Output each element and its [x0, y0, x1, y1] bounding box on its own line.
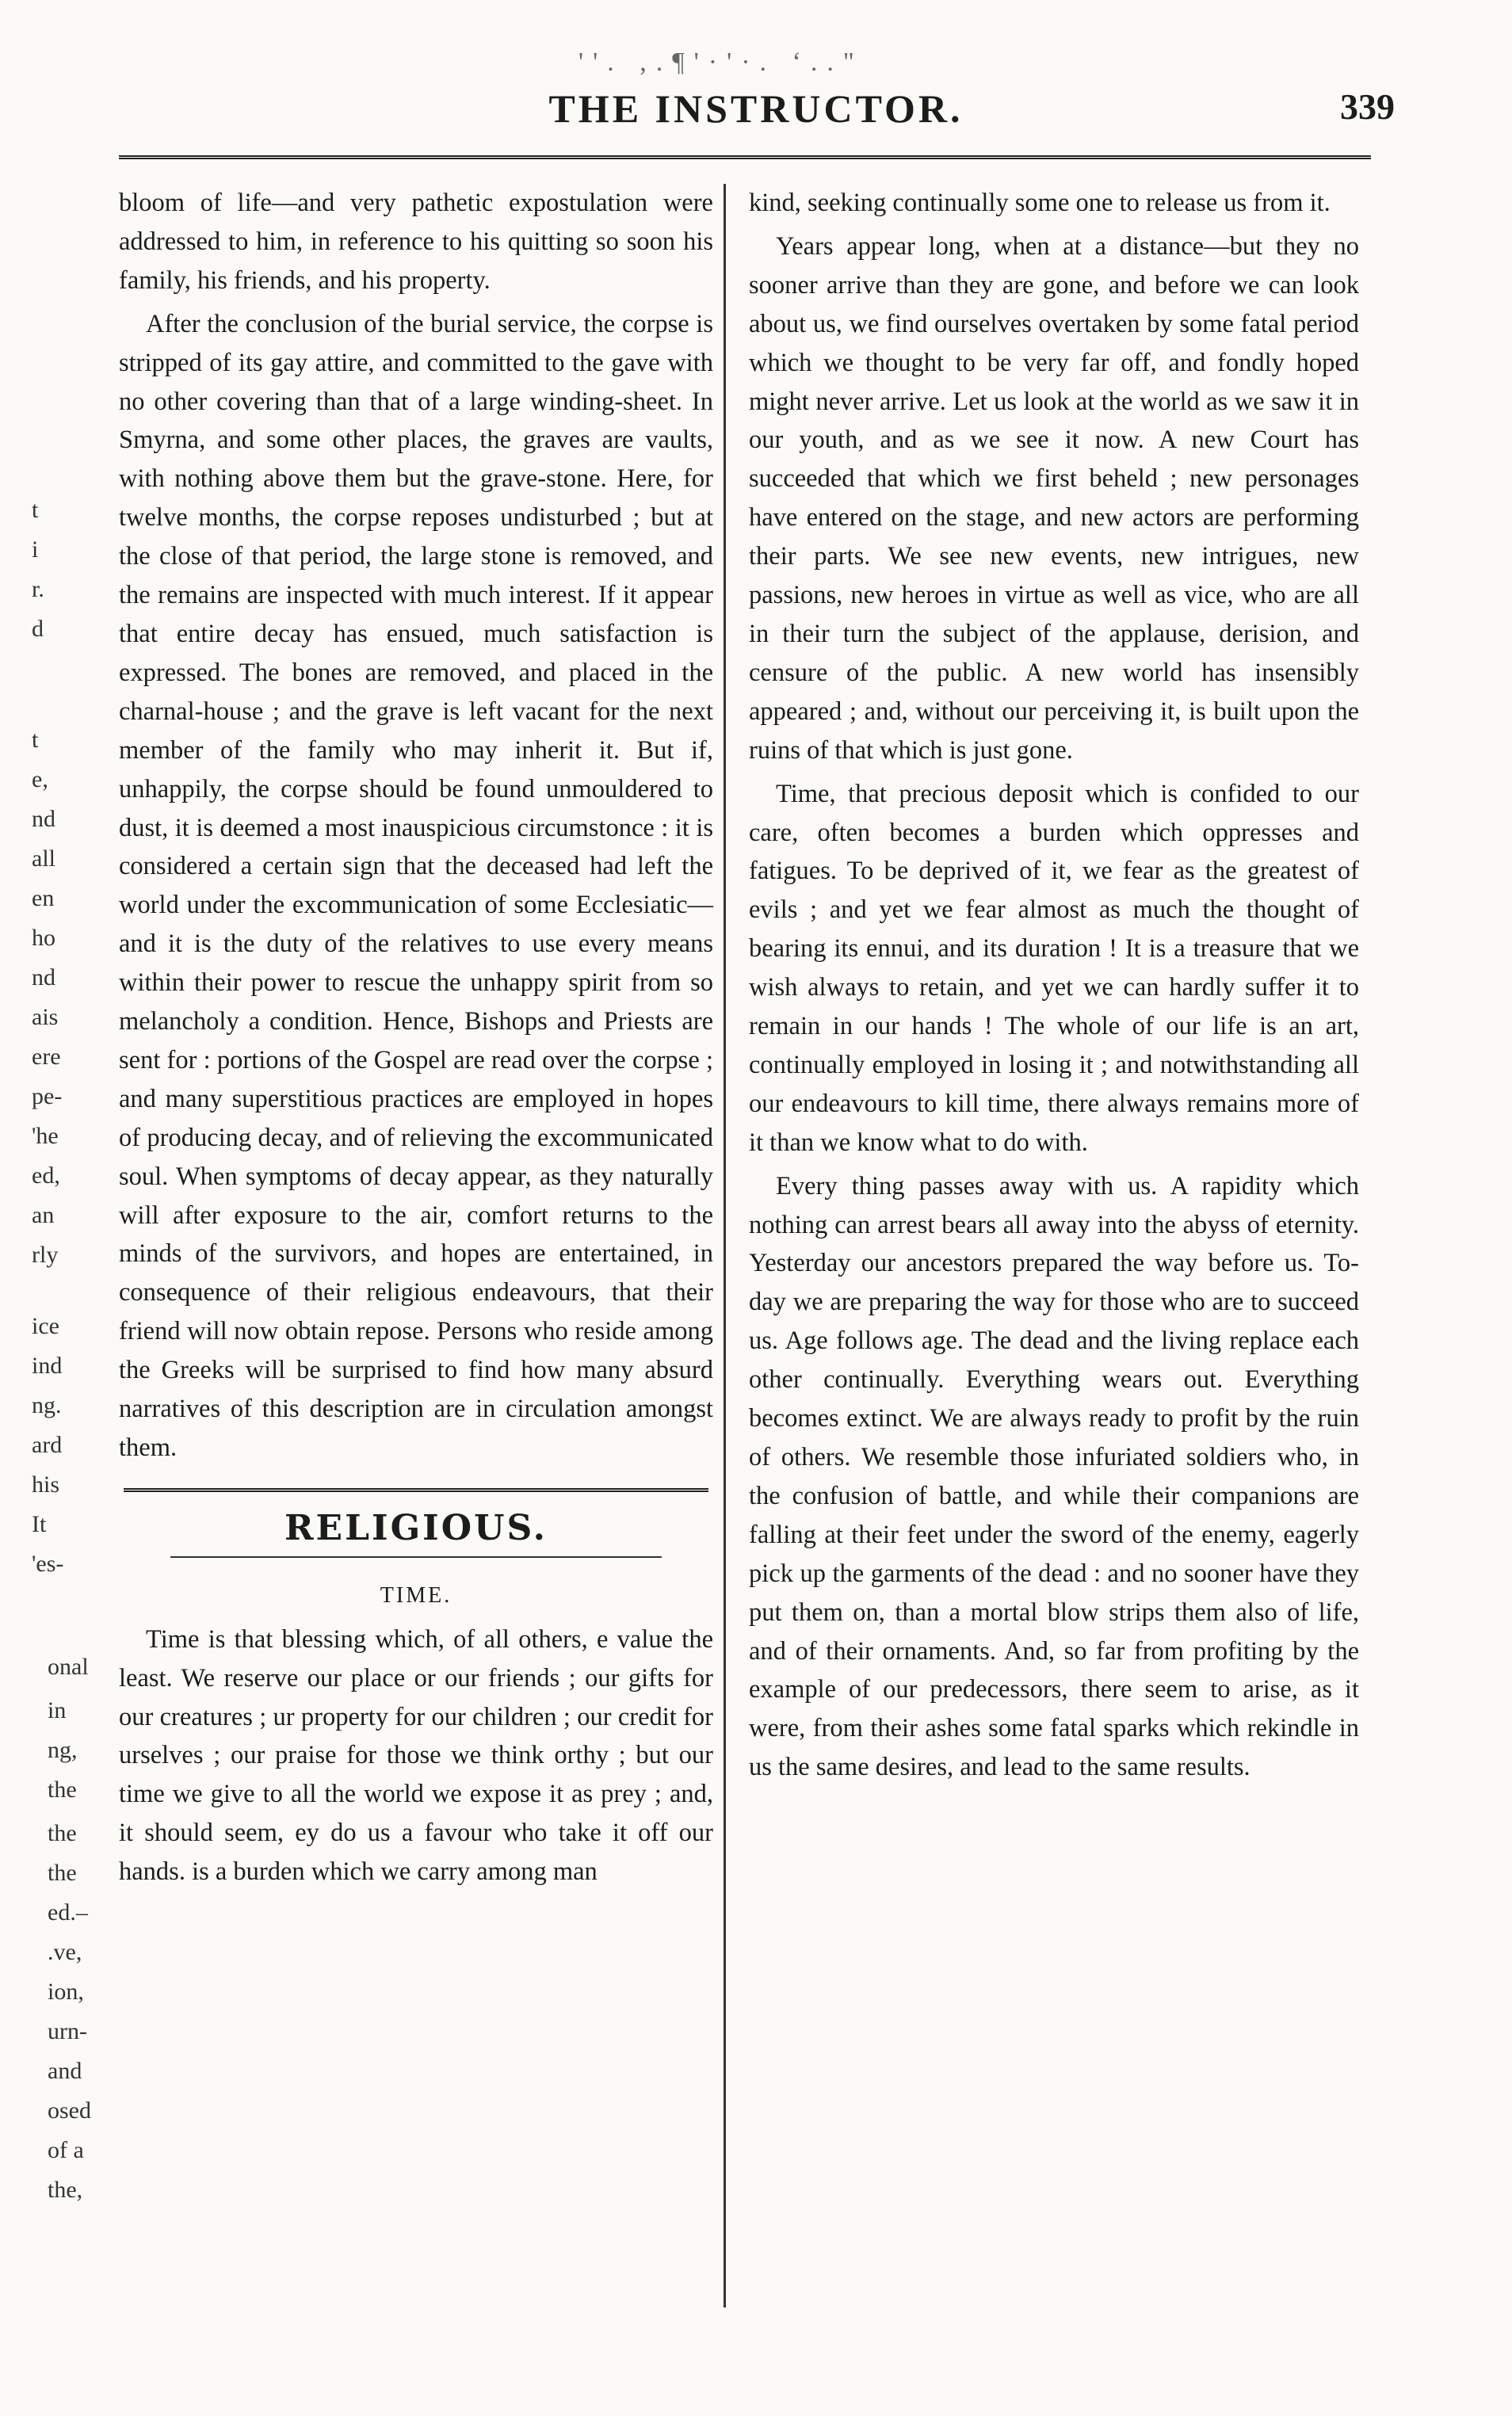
margin-fragment: urn-	[48, 2018, 87, 2044]
margin-fragment: his	[32, 1471, 60, 1498]
margin-fragment: r.	[32, 576, 44, 602]
margin-fragment: ed.–	[48, 1899, 88, 1926]
margin-fragment: in	[48, 1697, 67, 1723]
margin-fragment: e,	[32, 766, 48, 792]
margin-fragment: osed	[48, 2097, 91, 2124]
margin-fragment: the	[48, 1820, 77, 1846]
margin-fragment: the	[48, 1860, 77, 1886]
margin-fragment: all	[32, 845, 55, 872]
margin-fragment: i	[32, 536, 39, 563]
column-divider	[724, 184, 726, 2307]
margin-fragment: ind	[32, 1353, 63, 1379]
margin-fragment: pe-	[32, 1083, 63, 1109]
margin-fragment: It	[32, 1511, 47, 1537]
paragraph: Every thing passes away with us. A rapidity which nothing can arrest bears all away into the abyss of eternity. Yesterday our ancestors prepared the way before us. To-day we are preparing the way for those who are to succeed us. Age follows age. The dead and the living replace each other continually. Everything wears out. Everything becomes extinct. We are always ready to profit by the ruin of others. We resemble those infuriated soldiers who, in the confusion of battle, and while their companions are falling at their feet under the sword of the enemy, eagerly pick up the garments of the dead : and no sooner have they put them on, than a mortal blow strips them also of life, and of their ornaments. And, so far from profiting by the example of our predecessors, there seem to arise, as it were, from their ashes some fatal sparks which rekindle in us the same desires, and lead to the same results.	[749, 1171, 1359, 1782]
margin-fragment: the,	[48, 2177, 83, 2203]
margin-fragment: ho	[32, 925, 55, 951]
margin-fragment: 'he	[32, 1123, 59, 1149]
margin-fragment: ard	[32, 1432, 63, 1458]
margin-fragment: of a	[48, 2137, 84, 2163]
margin-fragment: ng,	[48, 1737, 78, 1763]
margin-fragment: ng.	[32, 1392, 62, 1418]
paragraph: Time is that blessing which, of all others, e value the least. We reserve our place or our friends ; our gifts for our creatures ; ur property for our children ; our credit for urselves ; our praise for those we think orthy ; but our time we give to all the world we expose it as prey ; and, it should seem, ey do us a favour who take it off our hands. is a burden which we carry among man	[119, 1624, 713, 1887]
margin-fragment: 'es-	[32, 1551, 64, 1577]
header-smudge: ''. ,.¶'·'·. ‘.."	[578, 48, 864, 77]
margin-fragment: ion,	[48, 1979, 84, 2005]
margin-fragment: ais	[32, 1004, 59, 1030]
section-heading: RELIGIOUS.	[284, 1507, 548, 1548]
margin-fragment: ed,	[32, 1162, 60, 1189]
margin-fragment: t	[32, 727, 39, 753]
margin-fragment: ere	[32, 1044, 61, 1070]
margin-fragment: and	[48, 2058, 82, 2084]
section-rule	[124, 1488, 708, 1492]
paragraph: Years appear long, when at a distance—but they no sooner arrive than they are gone, and before we can look about us, we find ourselves overtaken by some fatal period which we thought to be very far off, and fondly hoped might never arrive. Let us look at the world as we saw it in our youth, and as we see it now. A new Court has succeeded that which we first beheld ; new personages have entered on the stage, and new actors are performing their parts. We see new events, new intrigues, new passions, new heroes in virtue as well as vice, who are all in their turn the subject of the applause, derision, and censure of the public. A new world has insensibly appeared ; and, without our perceiving it, is built upon the ruins of that which is just gone.	[749, 231, 1359, 765]
margin-fragment: the	[48, 1777, 77, 1803]
paragraph: bloom of life—and very pathetic expostulation were addressed to him, in reference to his quitting so soon his family, his friends, and his property.	[119, 189, 713, 295]
page-number: 339	[1340, 86, 1395, 127]
article-title: TIME.	[380, 1582, 452, 1608]
paragraph: Time, that precious deposit which is confided to our care, often becomes a burden which oppresses and fatigues. To be deprived of it, we fear as the greatest of evils ; and yet we fear almost as much the thought of bearing its ennui, and its duration ! It is a treasure that we wish always to retain, and yet we can hardly suffer it to remain in our hands ! The whole of our life is an art, continually employed in losing it ; and notwithstanding all our endeavours to kill time, there always remains more of it than we know what to do with.	[749, 779, 1359, 1157]
page-title: THE INSTRUCTOR.	[548, 86, 964, 131]
margin-fragment: nd	[32, 806, 55, 832]
margin-fragment: .ve,	[48, 1939, 82, 1965]
margin-fragment: d	[32, 616, 44, 642]
header-rule	[119, 155, 1371, 159]
margin-fragment: en	[32, 885, 55, 911]
right-column	[749, 184, 1359, 1792]
margin-fragment: t	[32, 497, 39, 523]
margin-fragment: rly	[32, 1242, 59, 1268]
margin-fragment: an	[32, 1202, 55, 1228]
paragraph: kind, seeking continually some one to release us from it.	[749, 189, 1331, 217]
margin-fragment: onal	[48, 1654, 89, 1680]
margin-fragment: nd	[32, 964, 55, 990]
paragraph: After the conclusion of the burial service, the corpse is stripped of its gay attire, and committed to the gave with no other covering than that of a large winding-sheet. In Smyrna, and some other places, the graves are vaults, with nothing above them but the grave-stone. Here, for twelve months, the corpse reposes undisturbed ; but at the close of that period, the large stone is removed, and the remains are inspected with much interest. If it appear that entire decay has ensued, much satisfaction is expressed. The bones are removed, and placed in the charnal-house ; and the grave is left vacant for the next member of the family who may inherit it. But if, unhappily, the corpse should be found unmouldered to dust, it is deemed a most inauspicious circumstonce : it is considered a certain sign that the deceased had left the world under the excommunication of some Ecclesiatic—and it is the duty of the relatives to use every means within their power to rescue the unhappy spirit from so melancholy a condition. Hence, Bishops and Priests are sent for : portions of the Gospel are read over the corpse ; and many superstitious practices are employed in hopes of producing decay, and of relieving the excommunicated soul. When symptoms of decay appear, as they naturally will after exposure to the air, comfort returns to the minds of the survivors, and hopes are entertained, in consequence of their religious endeavours, that their friend will now obtain repose. Persons who reside among the Greeks will be surprised to find how many absurd narratives of this description are in circulation amongst them.	[119, 309, 713, 1462]
section-subrule	[170, 1556, 662, 1558]
left-column	[119, 184, 713, 1896]
margin-fragment: ice	[32, 1313, 59, 1339]
